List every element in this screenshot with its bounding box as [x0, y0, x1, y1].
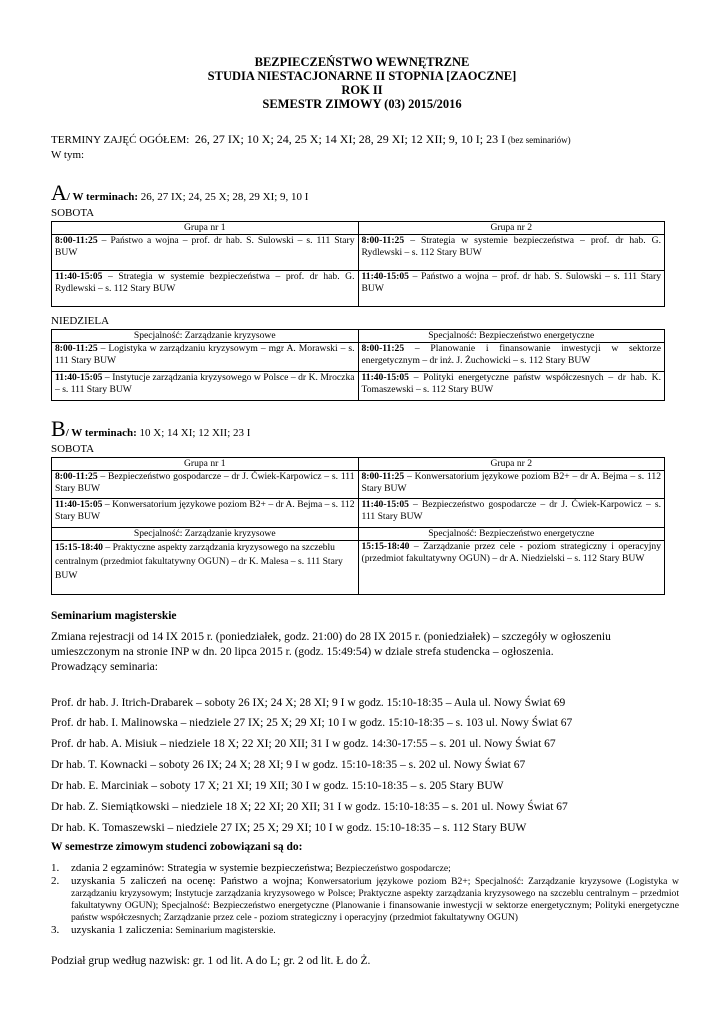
list-item: 3. uzyskania 1 zaliczenia: Seminarium magisterskie.: [51, 924, 276, 936]
schedule-cell: 15:15-18:40 – Praktyczne aspekty zarządzania kryzysowego na szczeblu centralnym (przedmiot fakultatywny OGUN) – dr K. Malesa – s. 111 Stary BUW: [52, 541, 359, 595]
terms-in-that: W tym:: [51, 149, 85, 161]
schedule-cell: 11:40-15:05 – Konwersatorium językowe poziom B2+ – dr A. Bejma – s. 112 Stary BUW: [52, 499, 359, 528]
schedule-cell: 8:00-11:25 – Państwo a wojna – prof. dr hab. S. Sulowski – s. 111 Stary BUW: [52, 235, 359, 271]
section-b-dates: 10 X; 14 XI; 12 XII; 23 I: [139, 427, 251, 439]
schedule-cell: 8:00-11:25 – Logistyka w zarządzaniu kryzysowym – mgr A. Morawski – s. 111 Stary BUW: [52, 343, 359, 372]
schedule-cell: 11:40-15:05 – Bezpieczeństwo gospodarcze – dr J. Ćwiek-Karpowicz – s. 111 Stary BUW: [358, 499, 665, 528]
col-header: Grupa nr 2: [358, 222, 665, 235]
seminar-leader: Prof. dr hab. A. Misiuk – niedziele 18 X; 22 XI; 20 XII; 31 I w godz. 14:30-17:55 – s. 201 ul. Nowy Świat 67: [51, 738, 556, 750]
section-a-sunday-label: NIEDZIELA: [51, 315, 110, 327]
col-header: Specjalność: Zarządzanie kryzysowe: [52, 330, 359, 343]
section-a-sunday-table: [51, 329, 665, 401]
section-a-title: [51, 180, 309, 205]
obligations-list: [51, 862, 679, 937]
section-b-saturday-label: SOBOTA: [51, 443, 95, 455]
section-a-saturday-table: [51, 221, 665, 307]
schedule-cell: 8:00-11:25 – Konwersatorium językowe poziom B2+ – dr A. Bejma – s. 112 Stary BUW: [358, 471, 665, 499]
schedule-cell: 8:00-11:25 – Bezpieczeństwo gospodarcze – dr J. Ćwiek-Karpowicz – s. 111 Stary BUW: [52, 471, 359, 499]
seminar-leader: Prof. dr hab. J. Itrich-Drabarek – soboty 26 IX; 24 X; 28 XI; 9 I w godz. 15:10-18:35 – Aula ul. Nowy Świat 69: [51, 697, 566, 709]
obligations-title: W semestrze zimowym studenci zobowiązani są do:: [51, 841, 303, 853]
document-header: [0, 55, 724, 111]
terms-block: [51, 132, 691, 163]
col-header: Specjalność: Bezpieczeństwo energetyczne: [358, 330, 665, 343]
seminar-leader: Prof. dr hab. I. Malinowska – niedziele 27 IX; 25 X; 29 XI; 10 I w godz. 15:10-18:35 – s. 103 ul. Nowy Świat 67: [51, 717, 573, 729]
seminar-leader: Dr hab. K. Tomaszewski – niedziele 27 IX; 25 X; 29 XI; 10 I w godz. 15:10-18:35 – s. 112 Stary BUW: [51, 822, 527, 834]
schedule-cell: 11:40-15:05 – Państwo a wojna – prof. dr hab. S. Sulowski – s. 111 Stary BUW: [358, 271, 665, 307]
section-a-dates: 26, 27 IX; 24, 25 X; 28, 29 XI; 9, 10 I: [140, 191, 309, 203]
schedule-cell: 11:40-15:05 – Instytucje zarządzania kryzysowego w Polsce – dr K. Mroczka – s. 111 Stary BUW: [52, 372, 359, 401]
col-header: Specjalność: Zarządzanie kryzysowe: [52, 528, 359, 541]
terms-label: TERMINY ZAJĘĆ OGÓŁEM:: [51, 134, 190, 146]
list-item: 1. zdania 2 egzaminów: Strategia w systemie bezpieczeństwa; Bezpieczeństwo gospodarcze;: [51, 862, 451, 874]
section-a-saturday-label: SOBOTA: [51, 207, 95, 219]
list-item: 2. uzyskania 5 zaliczeń na ocenę: Państwo a wojna; Konwersatorium językowe poziom B2+; Specjalność: Zarządzanie kryzysowe (Logistyka w zarządzaniu kryzysowym; Instytucje zarządzania kryzysowego w Polsce; Praktyczne aspekty zarządzania kryzysowego na szczeblu centralnym – przedmiot fakultatywny OGUN); Specjalność: Bezpieczeństwo energetyczne (Planowanie i finansowanie inwestycji w sektorze energetycznym; Polityki energetyczne państw współczesnych; Zarządzanie przez cele - poziom strategiczny i operacyjny (przedmiot fakultatywny OGUN): [51, 875, 679, 923]
seminar-leader: Dr hab. E. Marciniak – soboty 17 X; 21 XI; 19 XII; 30 I w godz. 15:10-18:35 – s. 205 Stary BUW: [51, 780, 504, 792]
seminar-title: Seminarium magisterskie: [51, 610, 177, 622]
group-division: Podział grup według nazwisk: gr. 1 od lit. A do L; gr. 2 od lit. Ł do Ż.: [51, 955, 371, 967]
schedule-cell: 15:15-18:40 – Zarządzanie przez cele - poziom strategiczny i operacyjny (przedmiot fakultatywny OGUN) – dr A. Niedzielski – s. 112 Stary BUW: [358, 541, 665, 595]
seminar-leader: Dr hab. Z. Siemiątkowski – niedziele 18 X; 22 XI; 20 XII; 31 I w godz. 15:10-18:35 – s. 201 ul. Nowy Świat 67: [51, 801, 568, 813]
col-header: Grupa nr 2: [358, 458, 665, 471]
schedule-cell: 11:40-15:05 – Polityki energetyczne państw współczesnych – dr hab. K. Tomaszewski – s. 112 Stary BUW: [358, 372, 665, 401]
terms-note: (bez seminariów): [507, 135, 571, 145]
schedule-cell: 8:00-11:25 – Strategia w systemie bezpieczeństwa – prof. dr hab. G. Rydlewski – s. 112 Stary BUW: [358, 235, 665, 271]
header-line-1: BEZPIECZEŃSTWO WEWNĘTRZNE: [254, 55, 470, 69]
col-header: Specjalność: Bezpieczeństwo energetyczne: [358, 528, 665, 541]
schedule-cell: 11:40-15:05 – Strategia w systemie bezpieczeństwa – prof. dr hab. G. Rydlewski – s. 112 Stary BUW: [52, 271, 359, 307]
header-line-2: STUDIA NIESTACJONARNE II STOPNIA [ZAOCZNE]: [207, 69, 517, 83]
section-b-title: [51, 416, 251, 441]
section-a-letter: A: [51, 180, 67, 205]
section-b-letter: B: [51, 416, 66, 441]
header-line-4: SEMESTR ZIMOWY (03) 2015/2016: [262, 97, 462, 111]
section-a-label: / W terminach:: [66, 191, 138, 203]
terms-dates: 26, 27 IX; 10 X; 24, 25 X; 14 XI; 28, 29 XI; 12 XII; 9, 10 I; 23 I: [194, 132, 506, 146]
section-b-saturday-table: [51, 457, 665, 595]
seminar-info-text: Zmiana rejestracji od 14 IX 2015 r. (poniedziałek, godz. 21:00) do 28 IX 2015 r. (poniedziałek) – szczegóły w ogłoszeniu umieszczonym na stronie INP w dn. 20 lipca 2015 r. (godz. 15:49:54) w dziale strefa studencka – ogłoszenia.: [51, 631, 611, 658]
col-header: Grupa nr 1: [52, 458, 359, 471]
seminar-info: [51, 630, 676, 675]
seminar-leaders-label: Prowadzący seminaria:: [51, 661, 158, 673]
header-line-3: ROK II: [341, 83, 383, 97]
section-b-label: / W terminach:: [65, 427, 137, 439]
col-header: Grupa nr 1: [52, 222, 359, 235]
schedule-cell: 8:00-11:25 – Planowanie i finansowanie inwestycji w sektorze energetycznym – dr inż. J. Żuchowicki – s. 112 Stary BUW: [358, 343, 665, 372]
seminar-leader: Dr hab. T. Kownacki – soboty 26 IX; 24 X; 28 XI; 9 I w godz. 15:10-18:35 – s. 202 ul. Nowy Świat 67: [51, 759, 526, 771]
